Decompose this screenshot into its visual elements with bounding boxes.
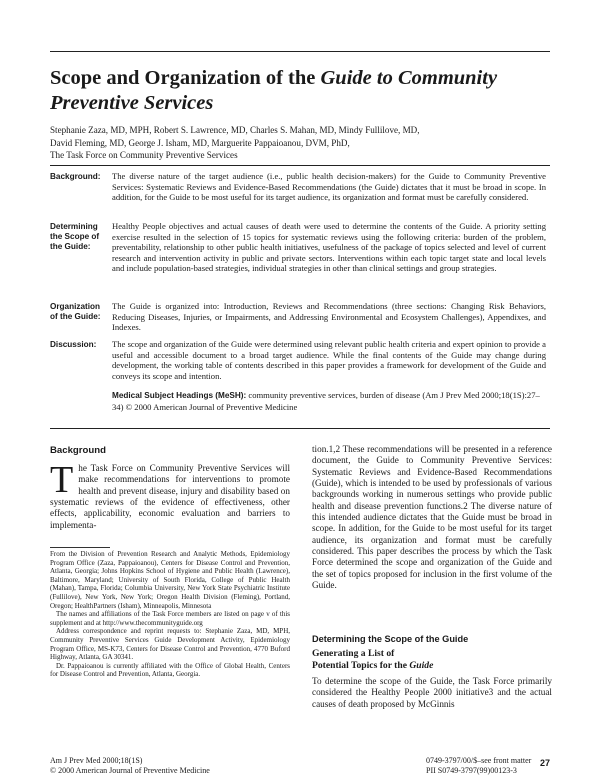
- abstract-top-rule: [50, 165, 550, 166]
- abstract-bottom-rule: [50, 428, 550, 429]
- footer-journal-citation: Am J Prev Med 2000;18(1S): [50, 756, 143, 765]
- mesh-keywords: [112, 390, 546, 412]
- top-rule: [50, 51, 550, 52]
- author-list: [50, 124, 550, 162]
- generating-subheading: [312, 648, 552, 672]
- abstract-organization-text: The Guide is organized into: Introduction, Reviews and Recommendations (three sections: Changing Risk Behaviors, Reducing Diseases, Injuries, or Impairments, and Addressing Environmental and Ecosystem Challenges), Appendixes, and Indexes.: [112, 301, 546, 332]
- title-italic-2: Preventive Services: [50, 92, 214, 114]
- abstract-determining-label: Determining the Scope of the Guide:: [50, 222, 100, 251]
- footnote-pappaioanou: Dr. Pappaioanou is currently affiliated with the Office of Global Health, Centers for Disease Control and Prevention, Atlanta, Georgia.: [50, 661, 290, 679]
- drop-cap: T: [50, 459, 74, 501]
- abstract-discussion-label: Discussion:: [50, 340, 97, 349]
- footnote-correspondence: Address correspondence and reprint requests to: Stephanie Zaza, MD, MPH, Community Preventive Services Guide Development Activity, Epidemiology Program Office, MS-K73, Centers for Disease Control and Prevention, 4770 Buford Highway, Atlanta, GA 30341.: [50, 627, 290, 662]
- article-title: [50, 66, 550, 116]
- abstract-organization-label: Organization of the Guide:: [50, 302, 101, 321]
- background-paragraph-text: he Task Force on Community Preventive Services will make recommendations for interventions to promote health and prevent disease, injury and disability based on systematic reviews of the evidence of effectiveness, other effects, applicability, economic evaluation and barriers to implementa-: [50, 463, 290, 530]
- subheading-line-2: Potential Topics for the: [312, 660, 410, 671]
- footnote-rule: [50, 547, 110, 548]
- footer-copyright: © 2000 American Journal of Preventive Medicine: [50, 765, 210, 775]
- abstract-determining-text: Healthy People objectives and actual causes of death were used to determine the contents of the Guide. A priority setting exercise resulted in the selection of 15 topics for systematic reviews using the following criteria: burden of the problem, preventability, relationship to other public health initiatives, usefulness of the package of topics selected and level of current research and intervention activity in public and private sectors. Interventions within each topic target state and local levels and include population-based strategies, individual strategies in other than clinical settings and group strategies.: [112, 221, 546, 273]
- page-number: 27: [539, 758, 550, 768]
- right-column-paragraph-1: tion.1,2 These recommendations will be presented in a reference document, the Guide to Community Preventive Services: Systematic Reviews and Evidence-Based Recommendations (Guide), which is intended to be used by professionals of various backgrounds working in numerous settings who provide public health and disease prevention functions.2 The diverse nature of this intended audience dictates that the Guide must be broad in scope. In addition, for the Guide to be most useful for its target audience, its organization and format must be carefully considered. This paper describes the process by which the Task Force determined the scope and organization of the Guide and the set of topics proposed for inclusion in the first volume of the Guide.: [312, 444, 552, 591]
- subheading-line-1: Generating a List of: [312, 648, 395, 659]
- footer-right: [426, 756, 531, 775]
- title-italic-1: Guide to Community: [320, 67, 498, 89]
- abstract-background-label: Background:: [50, 172, 101, 181]
- mesh-text: community preventive services, burden of disease (Am J Prev Med 2000;18(1S):27–34) © 2000 American Journal of Preventive Medicine: [112, 390, 540, 412]
- background-paragraph: [50, 459, 290, 531]
- footer-left: [50, 756, 210, 775]
- abstract-discussion-text: The scope and organization of the Guide were determined using relevant public health criteria and expert opinion to provide a useful and accessible document to a broad target audience. While the final contents of the Guide may change during development, the working table of contents described in this paper provides a framework for development of the Guide and conveys its scope and intention.: [112, 339, 546, 381]
- abstract-background-text: The diverse nature of the target audience (i.e., public health decision-makers) for the Guide to Community Preventive Services: Systematic Reviews and Evidence-Based Recommendations (the Guide) dictates that it must be broad in scope. In addition, for the Guide to be most useful for its target audience, its organization and format must be carefully considered.: [112, 171, 546, 202]
- authors-line-3: The Task Force on Community Preventive Services: [50, 150, 238, 161]
- authors-line-2: David Fleming, MD, George J. Isham, MD, Marguerite Pappaioanou, DVM, PhD,: [50, 137, 350, 148]
- authors-line-1: Stephanie Zaza, MD, MPH, Robert S. Lawrence, MD, Charles S. Mahan, MD, Mindy Fullilove, MD,: [50, 125, 420, 135]
- footnote-affiliations: From the Division of Prevention Research and Analytic Methods, Epidemiology Program Office (Zaza, Pappaioanou), Centers for Disease Control and Prevention, Atlanta, Georgia; Johns Hopkins School of Hygiene and Public Health (Lawrence), Baltimore, Maryland; University of South Florida, College of Public Health (Mahan), Tampa, Florida; Columbia University, New York State Psychiatric Institute (Fullilove), New York, New York; Oregon Health Division (Fleming), Portland, Oregon; HealthPartners (Isham), Minneapolis, Minnesota: [50, 550, 290, 610]
- subheading-italic: Guide: [409, 660, 434, 671]
- footer-pii: PII S0749-3797(99)00123-3: [426, 765, 517, 775]
- footnotes: [50, 550, 290, 679]
- footer-issn: 0749-3797/00/$–see front matter: [426, 756, 532, 765]
- mesh-label: Medical Subject Headings (MeSH):: [112, 391, 247, 400]
- scope-heading: Determining the Scope of the Guide: [312, 634, 469, 644]
- footnote-task-force: The names and affiliations of the Task Force members are listed on page v of this supplement and at http://www.thecommunityguide.org: [50, 610, 290, 627]
- right-column-paragraph-2: To determine the scope of the Guide, the Task Force primarily considered the Healthy People 2000 initiative3 and the actual causes of death proposed by McGinnis: [312, 676, 552, 709]
- background-heading: Background: [50, 445, 106, 456]
- title-text: Scope and Organization of the: [50, 67, 321, 89]
